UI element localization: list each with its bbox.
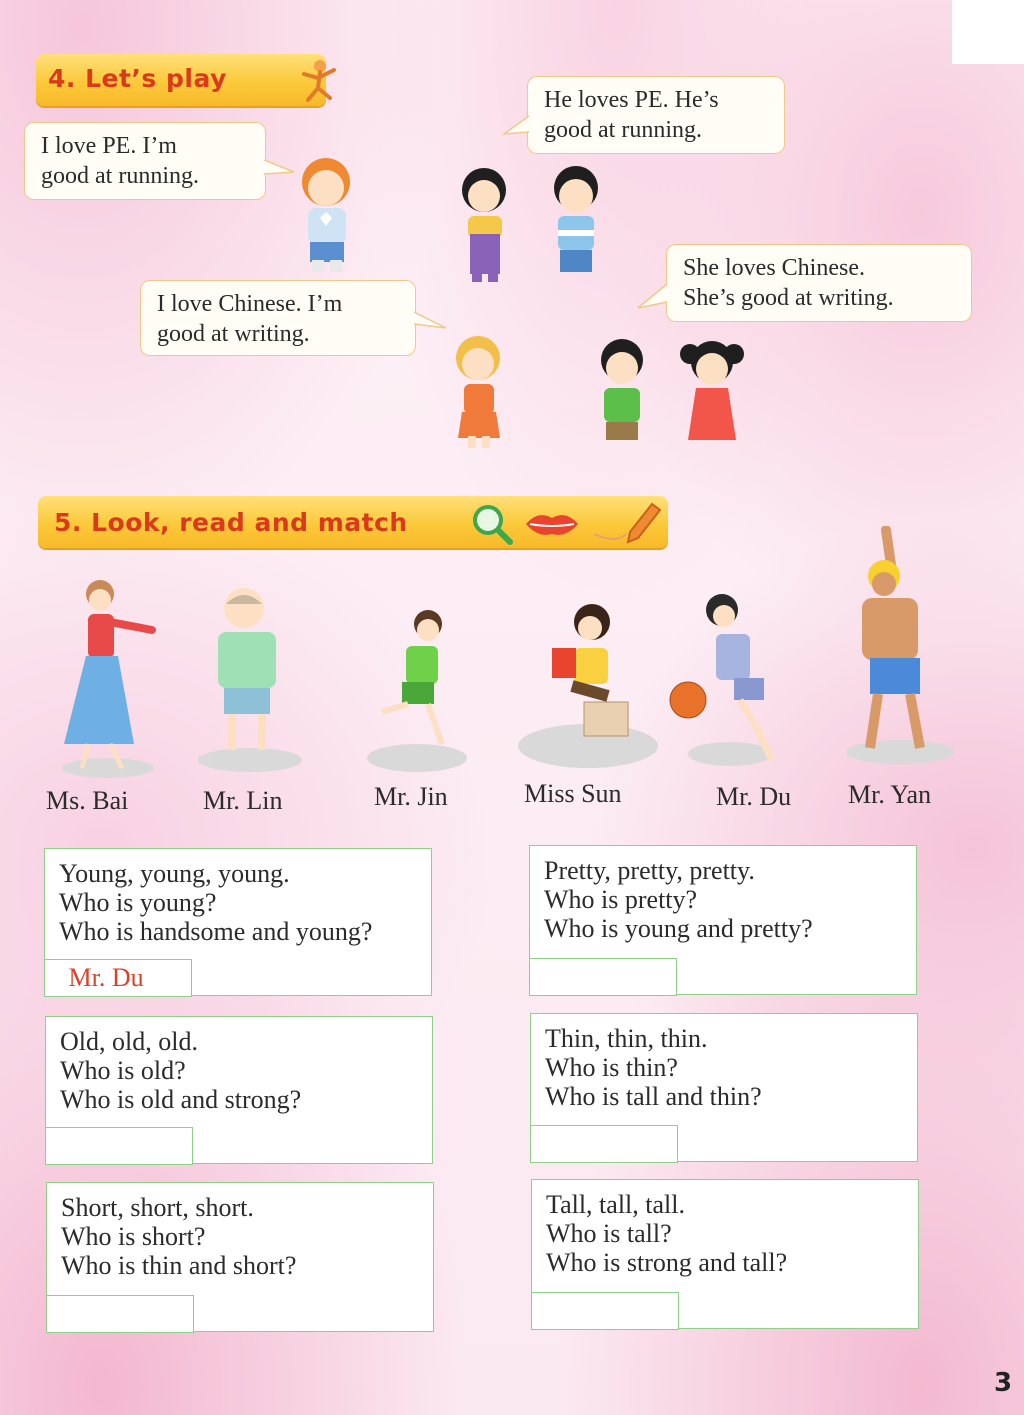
riddle-line: Who is old and strong?: [60, 1085, 302, 1114]
bubble-line: I love PE. I’m: [41, 133, 177, 159]
boy-orange-hair-illustration: [290, 152, 366, 276]
riddle-line: Who is thin?: [545, 1053, 678, 1082]
riddle-line: Who is old?: [60, 1056, 186, 1085]
ms-bai-illustration: [48, 572, 168, 782]
white-corner-patch: [952, 0, 1024, 64]
bubble-line: good at running.: [544, 117, 702, 143]
section4-banner: [36, 54, 326, 106]
mr-lin-illustration: [188, 584, 314, 774]
lips-icon: [524, 510, 580, 538]
page-number: 3: [994, 1368, 1013, 1398]
person-name-mr-yan: Mr. Yan: [848, 780, 932, 809]
girl-pigtails-illustration: [670, 336, 754, 452]
bubble-line: He loves PE. He’s: [544, 87, 719, 113]
bubble-tail: [636, 282, 668, 310]
riddle-line: Pretty, pretty, pretty.: [544, 856, 755, 885]
bubble-tail: [414, 310, 448, 332]
answer-field[interactable]: [46, 1295, 194, 1333]
bubble-line: good at writing.: [157, 321, 310, 347]
person-name-ms-bai: Ms. Bai: [46, 786, 129, 815]
riddle-line: Who is pretty?: [544, 885, 698, 914]
answer-field[interactable]: [529, 958, 677, 996]
girl-ponytail-illustration: [438, 332, 518, 452]
riddle-line: Who is tall?: [546, 1219, 672, 1248]
bubble-line: She loves Chinese.: [683, 255, 865, 281]
mr-jin-illustration: [362, 604, 472, 774]
riddle-box-tall: [531, 1179, 919, 1329]
answer-field[interactable]: [531, 1292, 679, 1330]
bubble-line: She’s good at writing.: [683, 285, 894, 311]
section4-title: 4. Let’s play: [48, 64, 227, 93]
pencil-icon: [586, 498, 662, 544]
riddle-line: Who is short?: [61, 1222, 206, 1251]
riddle-line: Who is young and pretty?: [544, 914, 813, 943]
speech-bubble-girl-chinese: [140, 280, 416, 356]
dancing-figure-icon: [292, 56, 348, 106]
riddle-box-thin: [530, 1013, 918, 1162]
riddle-line: Who is thin and short?: [61, 1251, 297, 1280]
bubble-tail: [502, 114, 530, 138]
riddle-line: Thin, thin, thin.: [545, 1024, 708, 1053]
bubble-line: good at running.: [41, 163, 199, 189]
riddle-line: Who is young?: [59, 888, 217, 917]
boy-green-shirt-illustration: [580, 336, 664, 452]
answer-field[interactable]: [45, 1127, 193, 1165]
person-name-mr-lin: Mr. Lin: [203, 786, 283, 815]
riddle-box-old: [45, 1016, 433, 1164]
section5-title: 5. Look, read and match: [54, 508, 408, 537]
speech-bubble-he-pe: [527, 76, 785, 154]
riddle-line: Who is tall and thin?: [545, 1082, 762, 1111]
person-name-miss-sun: Miss Sun: [524, 779, 622, 808]
mr-yan-illustration: [840, 526, 958, 770]
riddle-line: Short, short, short.: [61, 1193, 254, 1222]
riddle-line: Who is handsome and young?: [59, 917, 373, 946]
speech-bubble-she-chinese: [666, 244, 972, 322]
miss-sun-illustration: [512, 600, 662, 770]
riddle-line: Who is strong and tall?: [546, 1248, 788, 1277]
riddle-box-short: [46, 1182, 434, 1332]
riddle-line: Old, old, old.: [60, 1027, 198, 1056]
magnifier-icon: [470, 502, 516, 546]
riddle-line: Tall, tall, tall.: [546, 1190, 685, 1219]
riddle-box-pretty: [529, 845, 917, 995]
bubble-line: I love Chinese. I’m: [157, 291, 343, 317]
person-name-mr-du: Mr. Du: [716, 782, 792, 811]
section5-banner: [38, 496, 668, 548]
riddle-line: Young, young, young.: [59, 859, 290, 888]
riddle-box-young: [44, 848, 432, 996]
person-name-mr-jin: Mr. Jin: [374, 782, 448, 811]
answer-field[interactable]: [530, 1125, 678, 1163]
speech-bubble-boy-pe: [24, 122, 266, 200]
girl-black-hair-illustration: [442, 164, 522, 284]
answer-field[interactable]: Mr. Du: [44, 959, 192, 997]
mr-du-illustration: [662, 590, 788, 770]
boy-blue-shirt-illustration: [524, 162, 624, 282]
